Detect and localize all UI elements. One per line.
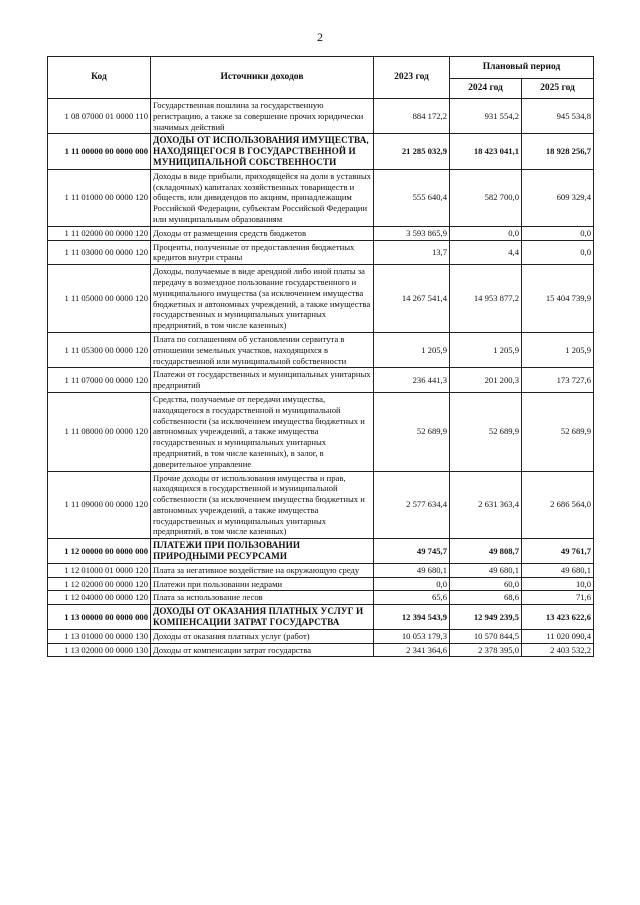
header-year-2025: 2025 год [522,79,594,99]
header-source: Источники доходов [151,57,374,99]
table-row [48,591,594,605]
row-value-2025: 609 329,4 [522,169,594,226]
row-value-2025: 10,0 [522,577,594,591]
row-value-2024: 582 700,0 [450,169,522,226]
row-value-2024: 52 689,9 [450,392,522,471]
row-source-name: Государственная пошлина за государственную регистрацию, а также за совершение прочих юридически значимых действий [151,99,374,134]
row-value-2025: 15 404 739,9 [522,265,594,333]
row-value-2023: 2 577 634,4 [374,471,450,539]
row-value-2024: 1 205,9 [450,332,522,367]
page-number: 2 [317,30,323,44]
row-value-2024: 49 680,1 [450,563,522,577]
row-value-2023: 555 640,4 [374,169,450,226]
row-value-2023: 2 341 364,6 [374,643,450,657]
row-value-2024: 18 423 041,1 [450,134,522,169]
row-value-2024: 60,0 [450,577,522,591]
row-code: 1 11 09000 00 0000 120 [48,471,151,539]
row-value-2023: 1 205,9 [374,332,450,367]
row-value-2025: 49 680,1 [522,563,594,577]
row-value-2025: 49 761,7 [522,539,594,564]
row-source-name: Доходы от оказания платных услуг (работ) [151,629,374,643]
table-row [48,643,594,657]
table-row [48,577,594,591]
table-row [48,134,594,169]
row-code: 1 11 05000 00 0000 120 [48,265,151,333]
table-row [48,240,594,265]
row-source-name: Проценты, полученные от предоставления бюджетных кредитов внутри страны [151,240,374,265]
table-row [48,629,594,643]
row-value-2023: 3 593 865,9 [374,226,450,240]
row-value-2025: 0,0 [522,226,594,240]
row-value-2023: 10 053 179,3 [374,629,450,643]
row-value-2025: 11 020 090,4 [522,629,594,643]
row-value-2024: 2 378 395,0 [450,643,522,657]
header-year-2024: 2024 год [450,79,522,99]
row-code: 1 11 03000 00 0000 120 [48,240,151,265]
header-planned-period: Плановый период [450,57,594,79]
row-code: 1 12 01000 01 0000 120 [48,563,151,577]
table-row [48,99,594,134]
row-value-2023: 14 267 541,4 [374,265,450,333]
row-source-name: Доходы, получаемые в виде арендной либо иной платы за передачу в возмездное пользование государственного и муниципального имущества (за исключением имущества бюджетных и автономных учреждений, а также имущества государственных и муниципальных унитарных предприятий, в том числе казенных) [151,265,374,333]
row-code: 1 13 00000 00 0000 000 [48,605,151,630]
row-code: 1 11 08000 00 0000 120 [48,392,151,471]
row-value-2025: 13 423 622,6 [522,605,594,630]
row-source-name: Доходы в виде прибыли, приходящейся на доли в уставных (складочных) капиталах хозяйственных товариществ и обществ, или дивидендов по акциям, принадлежащим Российской Федерации, субъектам Российской Федерации или муниципальным образованиям [151,169,374,226]
row-value-2024: 0,0 [450,226,522,240]
row-source-name: Плата за негативное воздействие на окружающую среду [151,563,374,577]
row-source-name: Доходы от компенсации затрат государства [151,643,374,657]
row-value-2024: 4,4 [450,240,522,265]
row-value-2023: 884 172,2 [374,99,450,134]
row-value-2025: 945 534,8 [522,99,594,134]
row-value-2025: 0,0 [522,240,594,265]
row-value-2024: 49 808,7 [450,539,522,564]
row-code: 1 12 02000 00 0000 120 [48,577,151,591]
row-code: 1 12 04000 00 0000 120 [48,591,151,605]
table-row [48,332,594,367]
table-row [48,368,594,393]
row-source-name: Платежи при пользовании недрами [151,577,374,591]
row-code: 1 13 02000 00 0000 130 [48,643,151,657]
row-value-2024: 14 953 877,2 [450,265,522,333]
row-code: 1 08 07000 01 0000 110 [48,99,151,134]
table-row [48,226,594,240]
row-source-name: ДОХОДЫ ОТ ОКАЗАНИЯ ПЛАТНЫХ УСЛУГ И КОМПЕНСАЦИИ ЗАТРАТ ГОСУДАРСТВА [151,605,374,630]
row-value-2024: 931 554,2 [450,99,522,134]
row-value-2023: 49 680,1 [374,563,450,577]
row-value-2025: 2 403 532,2 [522,643,594,657]
row-value-2024: 12 949 239,5 [450,605,522,630]
row-value-2024: 2 631 363,4 [450,471,522,539]
row-code: 1 11 00000 00 0000 000 [48,134,151,169]
row-code: 1 11 02000 00 0000 120 [48,226,151,240]
row-code: 1 11 07000 00 0000 120 [48,368,151,393]
table-row [48,539,594,564]
header-code: Код [48,57,151,99]
table-row [48,392,594,471]
table-body [48,99,594,657]
revenue-table [47,56,594,657]
row-code: 1 13 01000 00 0000 130 [48,629,151,643]
row-value-2024: 68,6 [450,591,522,605]
row-value-2025: 18 928 256,7 [522,134,594,169]
table-row [48,265,594,333]
row-value-2023: 52 689,9 [374,392,450,471]
row-value-2023: 21 285 032,9 [374,134,450,169]
row-code: 1 12 00000 00 0000 000 [48,539,151,564]
row-value-2025: 52 689,9 [522,392,594,471]
row-source-name: Плата за использование лесов [151,591,374,605]
row-value-2023: 13,7 [374,240,450,265]
row-value-2023: 0,0 [374,577,450,591]
row-code: 1 11 01000 00 0000 120 [48,169,151,226]
row-source-name: Платежи от государственных и муниципальных унитарных предприятий [151,368,374,393]
row-source-name: Доходы от размещения средств бюджетов [151,226,374,240]
row-value-2025: 1 205,9 [522,332,594,367]
row-code: 1 11 05300 00 0000 120 [48,332,151,367]
table-row [48,605,594,630]
row-value-2023: 236 441,3 [374,368,450,393]
row-source-name: ДОХОДЫ ОТ ИСПОЛЬЗОВАНИЯ ИМУЩЕСТВА, НАХОДЯЩЕГОСЯ В ГОСУДАРСТВЕННОЙ И МУНИЦИПАЛЬНОЙ СОБСТВЕННОСТИ [151,134,374,169]
row-value-2023: 49 745,7 [374,539,450,564]
row-source-name: ПЛАТЕЖИ ПРИ ПОЛЬЗОВАНИИ ПРИРОДНЫМИ РЕСУРСАМИ [151,539,374,564]
header-year-2023: 2023 год [374,57,450,99]
row-source-name: Плата по соглашениям об установлении сервитута в отношении земельных участков, находящихся в государственной или муниципальной собственности [151,332,374,367]
table-row [48,563,594,577]
row-value-2025: 71,6 [522,591,594,605]
row-value-2023: 12 394 543,9 [374,605,450,630]
row-source-name: Прочие доходы от использования имущества и прав, находящихся в государственной и муниципальной собственности (за исключением имущества бюджетных и автономных учреждений, а также имущества государственных и муниципальных унитарных предприятий, в том числе казенных) [151,471,374,539]
table-row [48,471,594,539]
row-value-2025: 173 727,6 [522,368,594,393]
row-value-2025: 2 686 564,0 [522,471,594,539]
row-value-2024: 10 570 844,5 [450,629,522,643]
row-value-2024: 201 200,3 [450,368,522,393]
table-row [48,169,594,226]
row-source-name: Средства, получаемые от передачи имущества, находящегося в государственной и муниципальной собственности (за исключением имущества бюджетных и автономных учреждений, а также имущества государственных и муниципальных унитарных предприятий, в том числе казенных), в залог, в доверительное управление [151,392,374,471]
row-value-2023: 65,6 [374,591,450,605]
